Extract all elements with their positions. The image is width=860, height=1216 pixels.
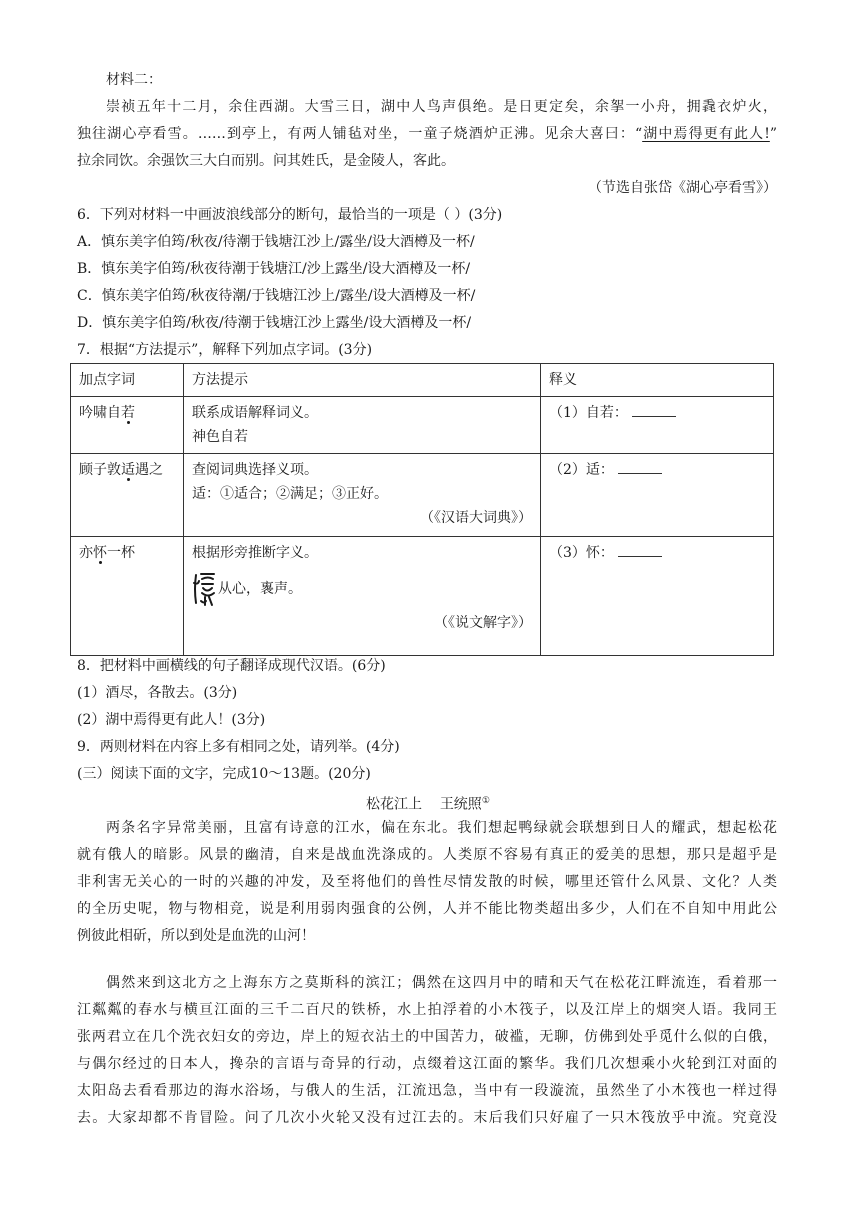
article-line: 张两君立在几个洗衣妇女的旁边，岸上的短衣沾土的中国苦力，破褴，无聊，仿佛到处乎觅什么似的白俄， [77, 1029, 777, 1045]
table-cell-word: 顾子敦适遇之 [71, 454, 184, 537]
question-7-stem: 7．根据“方法提示”，解释下列加点字词。(3分) [77, 342, 373, 358]
table-cell-answer: （2）适： [541, 454, 774, 537]
dotted-character: 适 [121, 462, 135, 478]
answer-blank[interactable] [618, 542, 662, 557]
article-line: 两条名字异常美丽，且富有诗意的江水，偏在东北。我们想起鸭绿就会联想到日人的耀武，想起松花 [106, 820, 777, 836]
table-cell-hint: 根据形旁推断字义。 从心，褢声。 （《说文解字》） [184, 537, 541, 656]
question-6-stem: 6．下列对材料一中画波浪线部分的断句，最恰当的一项是（ ）(3分) [77, 207, 503, 223]
table-cell-hint: 查阅词典选择义项。 适：①适合；②满足；③正好。 （《汉语大词典》） [184, 454, 541, 537]
article-line: 江粼粼的春水与横亘江面的三千二百尺的铁桥，水上拍浮着的小木筏子，以及江岸上的烟突人语。我同王 [77, 1002, 777, 1018]
article-line: 例彼此相斫，所以到处是血洗的山河！ [77, 928, 315, 944]
question-6-option-b: B．慎东美字伯筠/秋夜待潮于钱塘江/沙上露坐/设大酒樽及一杯/ [77, 261, 471, 277]
table-cell-word: 亦怀一杯 [71, 537, 184, 656]
section-3-intro: (三）阅读下面的文字，完成10～13题。(20分) [77, 766, 371, 782]
underlined-sentence: 湖中焉得更有此人! [642, 126, 770, 142]
material-source: （节选自张岱《湖心亭看雪》） [588, 180, 777, 196]
material-heading: 材料二： [106, 72, 162, 88]
seal-script-character-icon [192, 571, 216, 607]
table-cell-hint: 联系成语解释词义。 神色自若 [184, 397, 541, 454]
table-cell-word: 吟啸自若 [71, 397, 184, 454]
method-table [70, 363, 774, 656]
article-line: 的全历史呢，物与物相竞，说是利用弱肉强食的公例，人并不能比物类超出多少，人们在不自知中用此公 [77, 901, 777, 917]
table-header-row [71, 364, 774, 397]
table-cell-answer: （1）自若： [541, 397, 774, 454]
table-header-cell: 加点字词 [71, 364, 184, 397]
material-paragraph-line: 独往湖心亭看雪。……到亭上，有两人铺毡对坐，一童子烧酒炉正沸。见余大喜曰：“湖中焉得更有此人!” [77, 126, 777, 142]
article-title: 松花江上 王统照① [366, 796, 490, 813]
question-8-item-1: (1）酒尽，各散去。(3分) [77, 685, 238, 701]
article-line: 就有俄人的暗影。风景的幽清，自来是战血洗涤成的。人类原不容易有真正的爱美的思想，那只是超乎是 [77, 847, 777, 863]
table-row [71, 397, 774, 454]
question-8-item-2: (2）湖中焉得更有此人！(3分) [77, 712, 266, 728]
article-line: 去。大家却都不肯冒险。问了几次小火轮又没有过江去的。末后我们只好雇了一只木筏放乎中流。究竟没 [77, 1110, 777, 1126]
question-8-stem: 8．把材料中画横线的句子翻译成现代汉语。(6分) [77, 658, 386, 674]
question-6-option-c: C．慎东美字伯筠/秋夜待潮/于钱塘江沙上/露坐/设大酒樽及一杯/ [77, 288, 476, 304]
article-line: 太阳岛去看看那边的海水浴场，与俄人的生活，江流迅急，当中有一段漩流，虽然坐了小木筏也一样过得 [77, 1083, 777, 1099]
material-paragraph-line: 拉余同饮。余强饮三大白而别。问其姓氏，是金陵人，客此。 [77, 153, 455, 169]
dotted-character: 怀 [93, 545, 107, 561]
article-line: 与偶尔经过的日本人，搀杂的言语与奇异的行动，点缀着这江面的繁华。我们几次想乘小火轮到江对面的 [77, 1056, 777, 1072]
article-line: 偶然来到这北方之上海东方之莫斯科的滨江；偶然在这四月中的晴和天气在松花江畔流连，看着那一 [106, 975, 777, 991]
table-header-cell: 释义 [541, 364, 774, 397]
material-paragraph-line: 崇祯五年十二月，余住西湖。大雪三日，湖中人鸟声俱绝。是日更定矣，余挐一小舟，拥毳衣炉火， [106, 99, 777, 115]
question-6-option-d: D．慎东美字伯筠/秋夜/待潮于钱塘江沙上露坐/设大酒樽及一杯/ [77, 315, 472, 331]
question-9-stem: 9．两则材料在内容上多有相同之处，请列举。(4分) [77, 739, 400, 755]
table-header-cell: 方法提示 [184, 364, 541, 397]
table-cell-answer: （3）怀： [541, 537, 774, 656]
table-row [71, 537, 774, 656]
table-row [71, 454, 774, 537]
question-6-option-a: A．慎东美字伯筠/秋夜/待潮于钱塘江沙上/露坐/设大酒樽及一杯/ [77, 234, 475, 250]
answer-blank[interactable] [618, 459, 662, 474]
dotted-character: 若 [121, 405, 135, 421]
article-line: 非利害无关心的一时的兴趣的冲发，及至将他们的兽性尽情发散的时候，哪里还管什么风景、文化？人类 [77, 874, 777, 890]
footnote-marker: ① [481, 796, 490, 806]
answer-blank[interactable] [632, 402, 676, 417]
